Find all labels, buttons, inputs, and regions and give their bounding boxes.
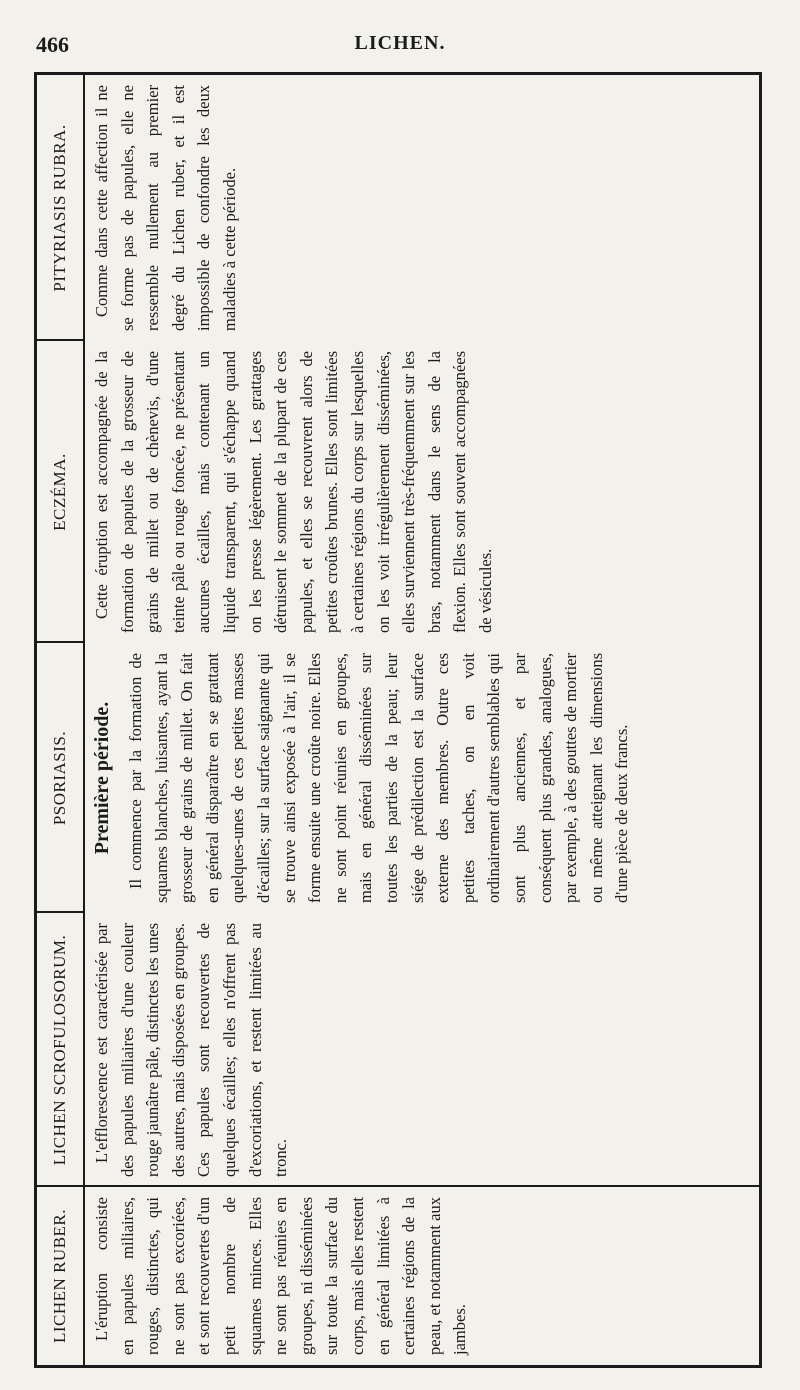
heading-lichen-scrofulosorum: LICHEN SCROFULOSORUM. xyxy=(37,913,85,1187)
column-divider xyxy=(37,911,83,913)
table-grid xyxy=(37,75,759,1365)
heading-lichen-ruber: LICHEN RUBER. xyxy=(37,1187,85,1365)
cell-pityriasis-rubra: Comme dans cette affection il ne se forme pas de papules, elle ne ressemble nullement au premier degré du Lichen ruber, et il est impossible de confondre les deux maladies à cette période. xyxy=(92,85,239,331)
page-header xyxy=(0,28,800,68)
running-title: LICHEN. xyxy=(354,32,446,54)
cell-lichen-ruber: L'éruption consiste en papules miliaires, rouges, distinctes, qui ne sont pas excoriées, et sont recouvertes d'un petit nombre de squames minces. Elles ne sont pas réunies en groupes, ni disséminées sur toute la surface du corps, mais elles restent en général limitées à certaines régions de la peau, et notamment aux jambes. xyxy=(92,1197,470,1355)
cell-psoriasis: Il commence par la formation de squames blanches, luisantes, ayant la grosseur de grains de millet. On fait en général disparaître en se grattant quelques-unes de ces petites masses d'écailles; sur la surface saignante qui se trouve ainsi exposée à l'air, il se forme ensuite une croûte noire. Elles ne sont point réunies en groupes, mais en général disséminées sur toutes les parties de la peau; leur siége de prédilection est la surface externe des membres. Outre ces petites taches, on en voit ordinairement d'autres semblables qui sont plus anciennes, et par conséquent plus grandes, analogues, par exemple, à des gouttes de mortier ou même atteignant les dimensions d'une pièce de deux francs. xyxy=(126,653,632,903)
cell-lichen-scrofulosorum: L'efflorescence est caractérisée par des papules miliaires d'une couleur rouge jaunâtre pâle, distinctes les unes des autres, mais disposées en groupes. Ces papules sont recouvertes de quelques écailles; elles n'offrent pas d'excoriations, et restent limitées au tronc. xyxy=(92,923,291,1177)
period-title: Première période. xyxy=(91,701,113,855)
heading-pityriasis-rubra: PITYRIASIS RUBRA. xyxy=(37,75,85,341)
cell-eczema: Cette éruption est accompagnée de la formation de papules de la grosseur de grains de millet ou de chènevis, d'une teinte pâle ou rouge foncée, ne présentant aucunes écailles, mais contenant un liquide transparent, qui s'échappe quand on les presse légèrement. Les grattages détruisent le sommet de la plupart de ces papules, et elles se recouvrent alors de petites croûtes brunes. Elles sont limitées à certaines régions du corps sur lesquelles on les voit irrégulièrement disséminées, elles surviennent très-fréquemment sur les bras, notamment dans le sens de la flexion. Elles sont souvent accompagnées de vésicules. xyxy=(92,351,495,633)
heading-psoriasis: PSORIASIS. xyxy=(37,643,85,913)
rotated-table-content xyxy=(37,75,759,1365)
heading-eczema: ECZÉMA. xyxy=(37,341,85,643)
page-number: 466 xyxy=(36,32,69,57)
comparison-table xyxy=(34,72,762,1368)
column-divider xyxy=(37,339,83,341)
column-divider xyxy=(37,641,83,643)
